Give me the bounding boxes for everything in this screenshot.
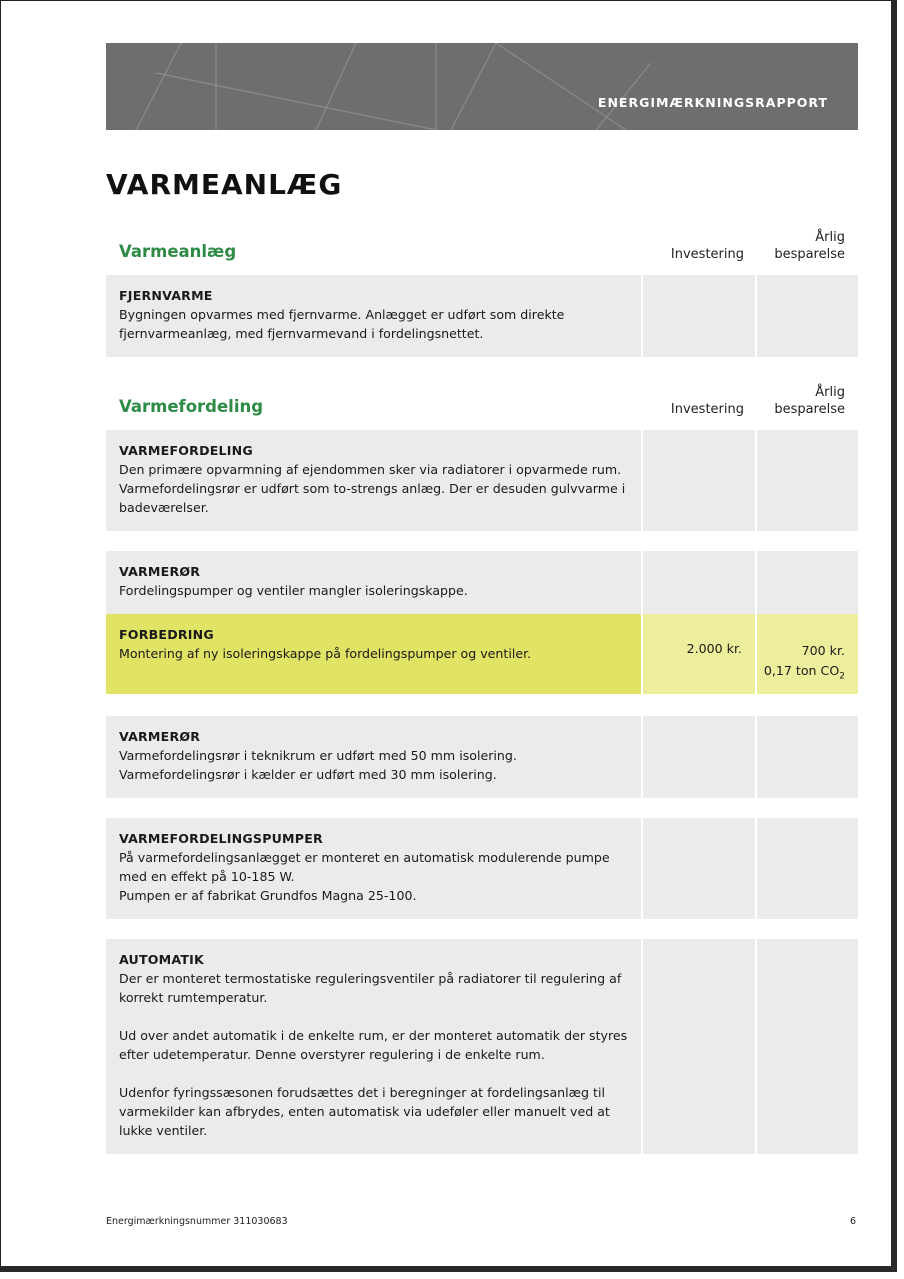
row-title: AUTOMATIK [119,952,205,967]
column-header-savings [757,229,858,263]
footer-energy-label-number: Energimærkningsnummer 311030683 [106,1216,288,1227]
section-varmefordeling [106,377,858,1154]
improvement-saving [757,614,858,694]
header-banner [106,43,858,130]
row-description [106,430,643,531]
saving-amount: 700 kr. [801,643,845,658]
co2-prefix: 0,17 ton CO [763,663,840,678]
section-header [106,222,858,275]
row-investment [643,818,757,919]
row-title: VARMEFORDELING [119,443,253,458]
row-investment [643,430,757,531]
row-investment [643,551,757,614]
row-text: Ud over andet automatik i de enkelte rum, er der monteret automatik der styres efter udetemperatur. Denne overstyrer regulering i de enkelte rum. [119,1028,628,1062]
row-investment [643,716,757,798]
row-text: På varmefordelingsanlægget er monteret en automatisk modulerende pumpe med en effekt på 10-185 W. [119,850,610,884]
savings-line1: Årlig [815,230,845,245]
improvement-description [106,614,643,694]
section-varmeanlaeg [106,222,858,357]
row-text: Udenfor fyringssæsonen forudsættes det i beregninger at fordelingsanlæg til varmekilder kan afbrydes, enten automatisk via udeføler eller manuelt ved at lukke ventiler. [119,1085,610,1138]
section-header [106,377,858,430]
section-title: Varmeanlæg [119,242,237,261]
column-header-savings [757,384,858,418]
row-text: Den primære opvarmning af ejendommen sker via radiatorer i opvarmede rum. Varmefordelingsrør er udført som to-strengs anlæg. Der er desuden gulvvarme i badeværelser. [119,462,626,515]
row-saving [757,275,858,357]
column-header-investment: Investering [670,402,744,417]
row-investment [643,939,757,1154]
row-text: Fordelingspumper og ventiler mangler isoleringskappe. [119,583,468,598]
row-title: VARMEFORDELINGSPUMPER [119,831,323,846]
table-row [106,939,858,1154]
content [106,222,858,1174]
row-text: Pumpen er af fabrikat Grundfos Magna 25-100. [119,888,417,903]
savings-line2: besparelse [774,247,845,262]
row-description [106,939,643,1154]
row-description [106,818,643,919]
row-saving [757,551,858,614]
row-title: VARMERØR [119,729,201,744]
row-description [106,551,643,614]
improvement-row [106,614,858,694]
table-row [106,430,858,531]
row-text: Varmefordelingsrør i teknikrum er udført med 50 mm isolering. [119,748,517,763]
row-text: Der er monteret termostatiske reguleringsventiler på radiatorer til regulering af korrekt rumtemperatur. [119,971,622,1005]
row-saving [757,939,858,1154]
savings-line2: besparelse [774,402,845,417]
table-row [106,818,858,919]
table-row [106,275,858,357]
row-description [106,275,643,357]
banner-decoration [106,43,858,130]
improvement-text: Montering af ny isoleringskappe på fordelingspumper og ventiler. [119,646,532,661]
co2-subscript: 2 [839,671,845,682]
row-text: Bygningen opvarmes med fjernvarme. Anlægget er udført som direkte fjernvarmeanlæg, med fjernvarmevand i fordelingsnettet. [119,307,565,341]
table-row [106,716,858,798]
savings-line1: Årlig [815,385,845,400]
row-saving [757,818,858,919]
row-saving [757,430,858,531]
co2-saving [763,663,845,682]
row-investment [643,275,757,357]
section-title: Varmefordeling [119,397,264,416]
row-text: Varmefordelingsrør i kælder er udført med 30 mm isolering. [119,767,497,782]
table-row [106,551,858,614]
improvement-title: FORBEDRING [119,627,214,642]
row-description [106,716,643,798]
row-saving [757,716,858,798]
improvement-investment: 2.000 kr. [643,614,757,694]
column-header-investment: Investering [670,247,744,262]
banner-title: ENERGIMÆRKNINGSRAPPORT [597,95,828,110]
row-title: FJERNVARME [119,288,213,303]
row-title: VARMERØR [119,564,201,579]
footer-page-number: 6 [850,1216,857,1227]
page-title: VARMEANLÆG [106,168,343,201]
